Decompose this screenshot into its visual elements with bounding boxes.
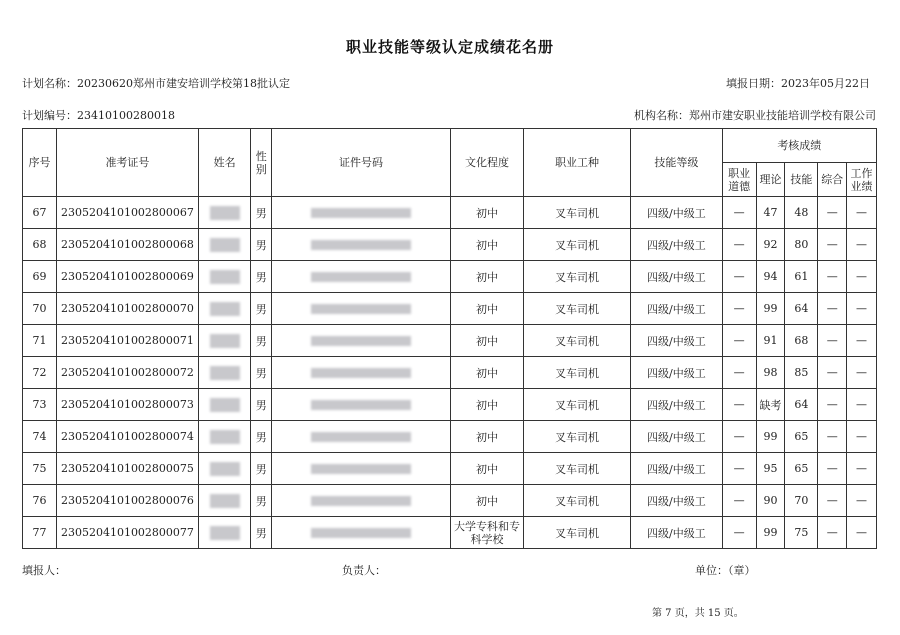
col-header-ethics: 职业道德 (722, 163, 756, 197)
cell-skill: 70 (785, 485, 818, 517)
redacted-name (210, 462, 240, 476)
cell-skill-level: 四级/中级工 (631, 293, 723, 325)
cell-performance: — (847, 229, 877, 261)
cell-education: 初中 (451, 485, 524, 517)
cell-exam-no: 2305204101002800072 (56, 357, 198, 389)
col-header-seq: 序号 (23, 129, 57, 197)
col-header-name: 姓名 (198, 129, 250, 197)
cell-performance: — (847, 389, 877, 421)
cell-ethics: — (722, 517, 756, 549)
cell-occupation: 叉车司机 (524, 517, 631, 549)
cell-theory: 90 (756, 485, 785, 517)
redacted-name (210, 526, 240, 540)
cell-theory: 47 (756, 197, 785, 229)
redacted-id (311, 464, 411, 474)
redacted-name (210, 366, 240, 380)
cell-performance: — (847, 325, 877, 357)
cell-gender: 男 (251, 389, 272, 421)
org-name-label: 机构名称： (634, 109, 689, 122)
cell-skill-level: 四级/中级工 (631, 229, 723, 261)
cell-seq: 69 (23, 261, 57, 293)
cell-gender: 男 (251, 261, 272, 293)
plan-code (22, 107, 175, 123)
col-header-id-no: 证件号码 (271, 129, 450, 197)
cell-ethics: — (722, 197, 756, 229)
redacted-id (311, 400, 411, 410)
cell-occupation: 叉车司机 (524, 325, 631, 357)
footer-filler: 填报人： (22, 564, 66, 577)
cell-skill-level: 四级/中级工 (631, 485, 723, 517)
cell-id-redacted (271, 197, 450, 229)
cell-education: 初中 (451, 261, 524, 293)
redacted-name (210, 238, 240, 252)
cell-name-redacted (198, 517, 250, 549)
cell-seq: 75 (23, 453, 57, 485)
cell-comprehensive: — (818, 197, 847, 229)
cell-comprehensive: — (818, 517, 847, 549)
cell-theory: 99 (756, 517, 785, 549)
cell-education: 初中 (451, 293, 524, 325)
cell-occupation: 叉车司机 (524, 389, 631, 421)
cell-occupation: 叉车司机 (524, 453, 631, 485)
plan-code-value: 23410100280018 (77, 109, 175, 122)
cell-skill: 64 (785, 389, 818, 421)
cell-gender: 男 (251, 325, 272, 357)
cell-education: 初中 (451, 197, 524, 229)
table-row (23, 421, 877, 453)
table-row (23, 453, 877, 485)
cell-theory: 94 (756, 261, 785, 293)
cell-exam-no: 2305204101002800074 (56, 421, 198, 453)
redacted-id (311, 304, 411, 314)
cell-seq: 68 (23, 229, 57, 261)
cell-ethics: — (722, 485, 756, 517)
cell-occupation: 叉车司机 (524, 357, 631, 389)
cell-seq: 73 (23, 389, 57, 421)
cell-id-redacted (271, 229, 450, 261)
redacted-id (311, 528, 411, 538)
cell-seq: 67 (23, 197, 57, 229)
cell-theory: 92 (756, 229, 785, 261)
cell-performance: — (847, 485, 877, 517)
cell-comprehensive: — (818, 261, 847, 293)
redacted-name (210, 398, 240, 412)
cell-id-redacted (271, 453, 450, 485)
cell-ethics: — (722, 293, 756, 325)
cell-name-redacted (198, 229, 250, 261)
cell-gender: 男 (251, 485, 272, 517)
cell-occupation: 叉车司机 (524, 229, 631, 261)
cell-id-redacted (271, 389, 450, 421)
redacted-id (311, 208, 411, 218)
cell-gender: 男 (251, 421, 272, 453)
cell-id-redacted (271, 325, 450, 357)
org-name (634, 107, 876, 123)
cell-skill-level: 四级/中级工 (631, 421, 723, 453)
cell-skill-level: 四级/中级工 (631, 453, 723, 485)
cell-gender: 男 (251, 453, 272, 485)
cell-exam-no: 2305204101002800077 (56, 517, 198, 549)
cell-name-redacted (198, 453, 250, 485)
cell-performance: — (847, 357, 877, 389)
plan-code-label: 计划编号： (22, 109, 77, 122)
col-header-scores-group: 考核成绩 (722, 129, 876, 163)
cell-ethics: — (722, 357, 756, 389)
cell-name-redacted (198, 485, 250, 517)
cell-skill-level: 四级/中级工 (631, 261, 723, 293)
table-row (23, 229, 877, 261)
redacted-id (311, 496, 411, 506)
cell-skill-level: 四级/中级工 (631, 389, 723, 421)
cell-comprehensive: — (818, 453, 847, 485)
cell-skill: 68 (785, 325, 818, 357)
cell-theory: 99 (756, 293, 785, 325)
page-indicator: 第 7 页，共 15 页。 (652, 608, 744, 619)
cell-skill-level: 四级/中级工 (631, 325, 723, 357)
footer-unit: 单位：（章） (695, 564, 756, 577)
cell-gender: 男 (251, 357, 272, 389)
redacted-id (311, 240, 411, 250)
cell-comprehensive: — (818, 357, 847, 389)
col-header-exam-no: 准考证号 (56, 129, 198, 197)
cell-ethics: — (722, 325, 756, 357)
table-row (23, 389, 877, 421)
cell-id-redacted (271, 261, 450, 293)
cell-education: 初中 (451, 229, 524, 261)
col-header-gender: 性别 (251, 129, 272, 197)
cell-theory: 98 (756, 357, 785, 389)
cell-comprehensive: — (818, 485, 847, 517)
col-header-education: 文化程度 (451, 129, 524, 197)
cell-ethics: — (722, 261, 756, 293)
cell-skill: 80 (785, 229, 818, 261)
cell-gender: 男 (251, 293, 272, 325)
cell-ethics: — (722, 389, 756, 421)
cell-performance: — (847, 293, 877, 325)
cell-comprehensive: — (818, 229, 847, 261)
cell-ethics: — (722, 453, 756, 485)
cell-gender: 男 (251, 197, 272, 229)
cell-seq: 76 (23, 485, 57, 517)
cell-name-redacted (198, 197, 250, 229)
col-header-work-performance: 工作业绩 (847, 163, 877, 197)
redacted-name (210, 430, 240, 444)
cell-name-redacted (198, 389, 250, 421)
cell-comprehensive: — (818, 325, 847, 357)
table-row (23, 485, 877, 517)
cell-name-redacted (198, 357, 250, 389)
cell-skill-level: 四级/中级工 (631, 517, 723, 549)
cell-occupation: 叉车司机 (524, 197, 631, 229)
cell-skill: 64 (785, 293, 818, 325)
cell-comprehensive: — (818, 389, 847, 421)
cell-exam-no: 2305204101002800071 (56, 325, 198, 357)
table-row (23, 517, 877, 549)
fill-date-label: 填报日期： (726, 77, 781, 90)
score-roster-table (22, 128, 877, 549)
cell-exam-no: 2305204101002800067 (56, 197, 198, 229)
cell-skill-level: 四级/中级工 (631, 197, 723, 229)
page-title: 职业技能等级认定成绩花名册 (345, 38, 554, 56)
cell-skill: 61 (785, 261, 818, 293)
cell-ethics: — (722, 421, 756, 453)
cell-occupation: 叉车司机 (524, 261, 631, 293)
redacted-name (210, 206, 240, 220)
cell-name-redacted (198, 293, 250, 325)
cell-id-redacted (271, 293, 450, 325)
plan-name-label: 计划名称： (22, 77, 77, 90)
cell-name-redacted (198, 421, 250, 453)
cell-gender: 男 (251, 517, 272, 549)
cell-name-redacted (198, 261, 250, 293)
redacted-name (210, 334, 240, 348)
table-row (23, 261, 877, 293)
cell-comprehensive: — (818, 421, 847, 453)
cell-exam-no: 2305204101002800068 (56, 229, 198, 261)
cell-performance: — (847, 261, 877, 293)
cell-education: 大学专科和专科学校 (451, 517, 524, 549)
cell-id-redacted (271, 485, 450, 517)
redacted-name (210, 302, 240, 316)
cell-seq: 74 (23, 421, 57, 453)
col-header-skill-level: 技能等级 (631, 129, 723, 197)
fill-date (726, 75, 870, 91)
cell-theory: 95 (756, 453, 785, 485)
cell-skill: 65 (785, 453, 818, 485)
cell-exam-no: 2305204101002800070 (56, 293, 198, 325)
redacted-name (210, 494, 240, 508)
redacted-id (311, 272, 411, 282)
cell-theory: 91 (756, 325, 785, 357)
footer-responsible: 负责人： (342, 564, 386, 577)
redacted-id (311, 432, 411, 442)
fill-date-value: 2023年05月22日 (781, 77, 870, 90)
cell-theory: 缺考 (756, 389, 785, 421)
cell-skill: 65 (785, 421, 818, 453)
redacted-id (311, 368, 411, 378)
cell-skill-level: 四级/中级工 (631, 357, 723, 389)
col-header-comprehensive: 综合 (818, 163, 847, 197)
cell-performance: — (847, 453, 877, 485)
cell-ethics: — (722, 229, 756, 261)
cell-exam-no: 2305204101002800075 (56, 453, 198, 485)
col-header-occupation: 职业工种 (524, 129, 631, 197)
cell-skill: 75 (785, 517, 818, 549)
table-row (23, 293, 877, 325)
cell-performance: — (847, 517, 877, 549)
cell-education: 初中 (451, 453, 524, 485)
cell-occupation: 叉车司机 (524, 293, 631, 325)
cell-exam-no: 2305204101002800076 (56, 485, 198, 517)
col-header-skill: 技能 (785, 163, 818, 197)
cell-name-redacted (198, 325, 250, 357)
org-name-value: 郑州市建安职业技能培训学校有限公司 (689, 109, 876, 122)
cell-exam-no: 2305204101002800073 (56, 389, 198, 421)
cell-education: 初中 (451, 325, 524, 357)
cell-seq: 71 (23, 325, 57, 357)
redacted-name (210, 270, 240, 284)
cell-occupation: 叉车司机 (524, 421, 631, 453)
table-row (23, 357, 877, 389)
cell-theory: 99 (756, 421, 785, 453)
cell-education: 初中 (451, 421, 524, 453)
cell-exam-no: 2305204101002800069 (56, 261, 198, 293)
cell-performance: — (847, 421, 877, 453)
table-row (23, 325, 877, 357)
cell-seq: 77 (23, 517, 57, 549)
table-row (23, 197, 877, 229)
cell-education: 初中 (451, 357, 524, 389)
cell-skill: 85 (785, 357, 818, 389)
cell-comprehensive: — (818, 293, 847, 325)
cell-id-redacted (271, 517, 450, 549)
redacted-id (311, 336, 411, 346)
cell-seq: 72 (23, 357, 57, 389)
cell-education: 初中 (451, 389, 524, 421)
plan-name-value: 20230620郑州市建安培训学校第18批认定 (77, 77, 290, 90)
cell-id-redacted (271, 421, 450, 453)
plan-name (22, 75, 290, 91)
cell-gender: 男 (251, 229, 272, 261)
cell-performance: — (847, 197, 877, 229)
cell-seq: 70 (23, 293, 57, 325)
cell-skill: 48 (785, 197, 818, 229)
cell-id-redacted (271, 357, 450, 389)
cell-occupation: 叉车司机 (524, 485, 631, 517)
col-header-theory: 理论 (756, 163, 785, 197)
